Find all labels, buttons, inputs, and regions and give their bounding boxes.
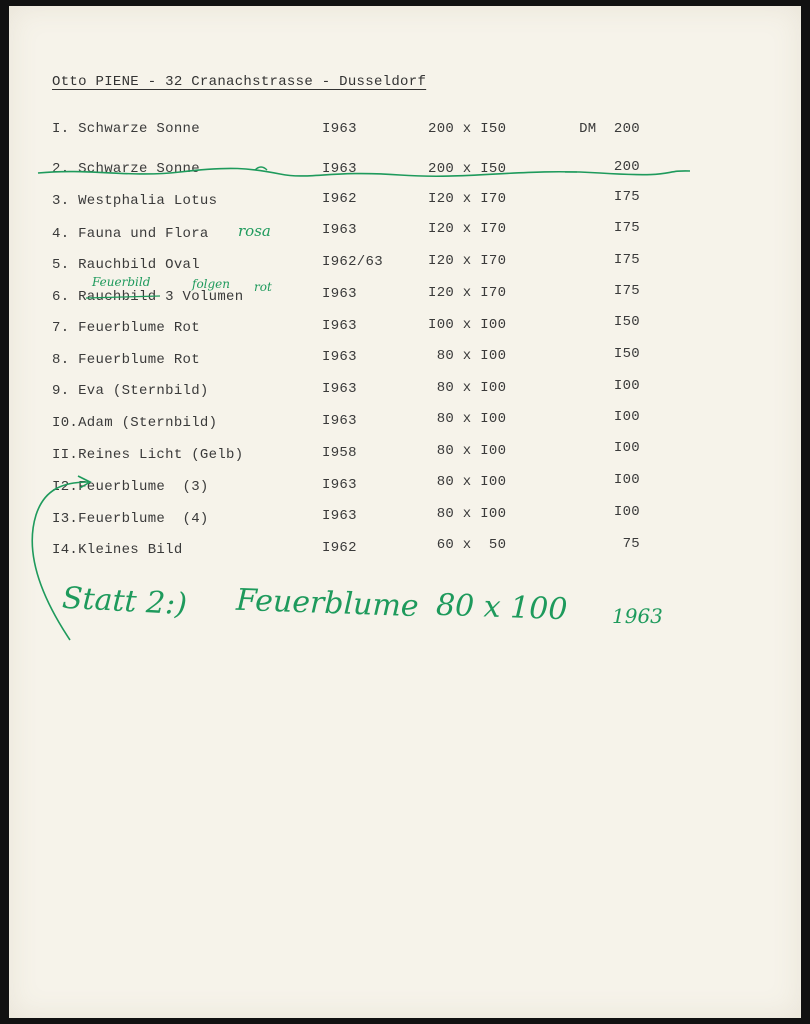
artwork-price: I75 [613, 283, 640, 299]
handwritten-feuerblume: Feuerblume [235, 582, 420, 625]
artwork-year: I963 [322, 286, 357, 302]
artwork-year: I963 [322, 508, 357, 524]
artwork-size: 80 x I00 [428, 411, 507, 427]
artwork-price: I75 [613, 220, 640, 236]
handwritten-dimensions: 80 x 100 [435, 587, 569, 628]
artwork-price: I75 [613, 189, 640, 205]
artwork-price: I00 [613, 409, 640, 425]
artwork-price: I00 [613, 378, 640, 394]
artwork-price: I00 [613, 440, 640, 456]
artwork-title: 2. Schwarze Sonne [52, 161, 200, 177]
artwork-size: 80 x I00 [428, 380, 507, 396]
artwork-title: I3.Feuerblume (4) [52, 511, 209, 527]
artwork-price: I00 [613, 472, 640, 488]
handwritten-statt: Statt 2:) [61, 580, 188, 623]
handwritten-rosa: rosa [238, 222, 271, 240]
artwork-size: 200 x I50 [428, 121, 507, 137]
artwork-size: I20 x I70 [428, 221, 507, 237]
artwork-year: I958 [322, 445, 357, 461]
artwork-title: I4.Kleines Bild [52, 542, 183, 558]
handwritten-year: 1963 [612, 604, 663, 628]
artwork-year: I962 [322, 191, 357, 207]
artwork-price: I00 [613, 504, 640, 520]
artwork-title: 7. Feuerblume Rot [52, 320, 200, 336]
artwork-year: I963 [322, 318, 357, 334]
artwork-size: 200 x I50 [428, 161, 507, 177]
artwork-title: I2.Feuerblume (3) [52, 479, 209, 495]
artwork-size: 60 x 50 [428, 537, 507, 553]
handwritten-folgen: folgen [192, 277, 231, 291]
artwork-size: 80 x I00 [428, 348, 507, 364]
artwork-title: 9. Eva (Sternbild) [52, 383, 209, 399]
artwork-year: I962 [322, 540, 357, 556]
artwork-title: 5. Rauchbild Oval [52, 257, 200, 273]
artwork-size: 80 x I00 [428, 474, 507, 490]
artwork-price: 200 [613, 159, 640, 175]
artwork-year: I962/63 [322, 254, 383, 270]
document-header: Otto PIENE - 32 Cranachstrasse - Dusseldorf [52, 74, 427, 90]
artwork-year: I963 [322, 222, 357, 238]
artwork-size: 80 x I00 [428, 443, 507, 459]
artwork-year: I963 [322, 121, 357, 137]
artwork-title: I0.Adam (Sternbild) [52, 415, 218, 431]
handwritten-feuerbild: Feuerbild [92, 275, 151, 289]
artwork-price: 75 [622, 536, 640, 552]
artwork-year: I963 [322, 161, 357, 177]
artwork-title: 3. Westphalia Lotus [52, 193, 218, 209]
artwork-price: I50 [613, 346, 640, 362]
artwork-title: 6. Rauchbild 3 Volumen [52, 289, 244, 305]
artwork-size: I20 x I70 [428, 285, 507, 301]
artwork-title: 4. Fauna und Flora [52, 226, 209, 242]
artwork-title: 8. Feuerblume Rot [52, 352, 200, 368]
artwork-title: II.Reines Licht (Gelb) [52, 447, 244, 463]
artwork-year: I963 [322, 349, 357, 365]
artwork-size: I20 x I70 [428, 253, 507, 269]
artwork-size: 80 x I00 [428, 506, 507, 522]
artwork-year: I963 [322, 381, 357, 397]
artwork-price: DM 200 [579, 121, 640, 137]
artwork-year: I963 [322, 413, 357, 429]
artwork-size: I20 x I70 [428, 191, 507, 207]
artwork-price: I75 [613, 252, 640, 268]
artwork-title: I. Schwarze Sonne [52, 121, 200, 137]
handwritten-rot: rot [254, 280, 272, 294]
artwork-year: I963 [322, 477, 357, 493]
artwork-price: I50 [613, 314, 640, 330]
artwork-size: I00 x I00 [428, 317, 507, 333]
